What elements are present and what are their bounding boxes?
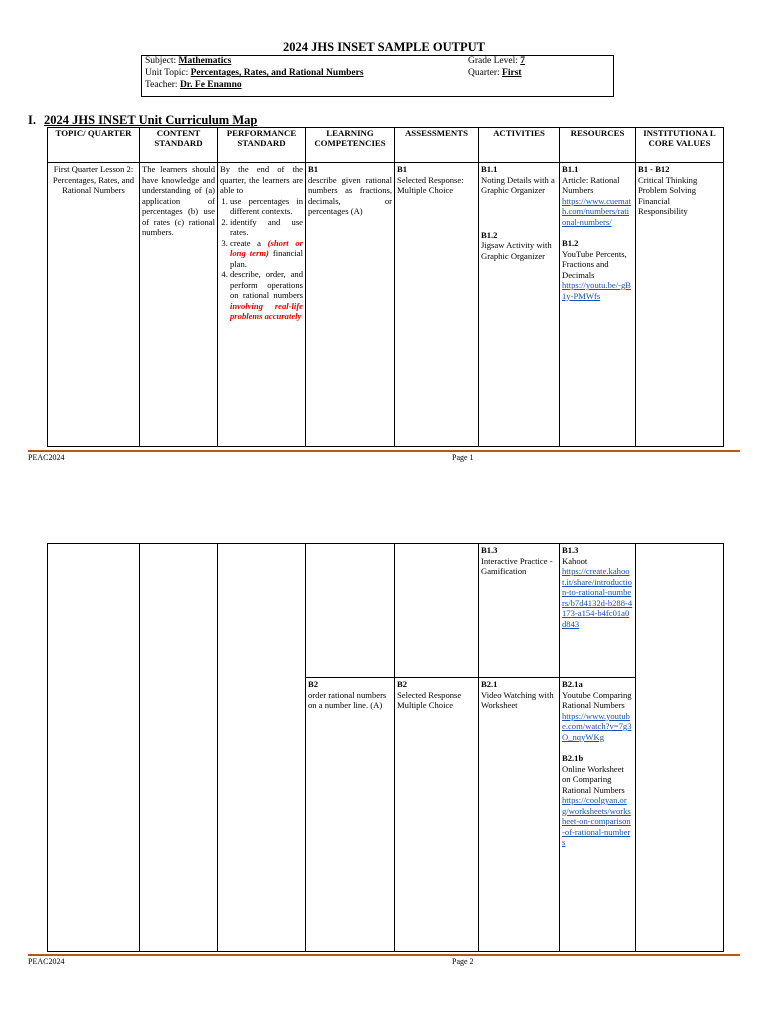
- link-youtube-comparing[interactable]: https://www.youtube.com/watch?v=7g3O_nqyWKg: [562, 710, 632, 742]
- cell-values-cont: [636, 544, 724, 952]
- footer-page-number-1: Page 1: [452, 453, 474, 462]
- grade-value: 7: [520, 56, 525, 66]
- header-activities: ACTIVITIES: [479, 128, 560, 163]
- header-topic: TOPIC/ QUARTER: [48, 128, 140, 163]
- curriculum-map-table-page1: [47, 127, 724, 447]
- cell-resources-b21: B2.1a Youtube Comparing Rational Numbers https://www.youtube.com/watch?v=7g3O_nqyWKg B2.1b Online Worksheet on Comparing Rational Numbers https://coolgyan.org/worksheets/worksheet-on-comparison-of-rational-numbers: [560, 678, 636, 952]
- quarter-value: First: [502, 68, 522, 78]
- cell-resources: B1.1 Article: Rational Numbers https://www.cuemath.com/numbers/rational-numbers/ B1.2 YouTube Percents, Fractions and Decimals https://youtu.be/-gB1y-PMWfs: [560, 163, 636, 447]
- cell-content: The learners should have knowledge and understanding of (a) application of percentages (b) use of rates (c) rational numbers.: [140, 163, 218, 447]
- link-cuemath[interactable]: https://www.cuemath.com/numbers/rational-numbers/: [562, 195, 631, 227]
- cell-learning-b2: B2 order rational numbers on a number line. (A): [306, 678, 395, 952]
- subject-line: Subject: Mathematics: [145, 56, 232, 66]
- cell-topic-cont: [48, 544, 140, 952]
- performance-list: 1. use percentages in different contexts. 2. identify and use rates. 3. create a (short or long term) financial plan. 4. describe, order, and perform operations on rational numbers involving real-life problems accurately: [220, 196, 303, 322]
- header-performance: PERFORMANCE STANDARD: [218, 128, 306, 163]
- link-kahoot[interactable]: https://create.kahoot.it/share/introduction-to-rational-numbers/b7d4132d-b288-4173-a154-b4fc01a0d843: [562, 566, 633, 629]
- link-coolgyan-worksheet[interactable]: https://coolgyan.org/worksheets/worksheet-on-comparison-of-rational-numbers: [562, 795, 631, 847]
- cell-assessments-cont: [395, 544, 479, 678]
- cell-resources-b13: B1.3 Kahoot https://create.kahoot.it/share/introduction-to-rational-numbers/b7d4132d-b288-4173-a154-b4fc01a0d843: [560, 544, 636, 678]
- cell-activities: B1.1 Noting Details with a Graphic Organizer B1.2 Jigsaw Activity with Graphic Organizer: [479, 163, 560, 447]
- grade-line: Grade Level: 7: [468, 56, 525, 66]
- header-resources: RESOURCES: [560, 128, 636, 163]
- header-learning: LEARNING COMPETENCIES: [306, 128, 395, 163]
- teacher-line: Teacher: Dr. Fe Enamno: [145, 80, 242, 90]
- teacher-value: Dr. Fe Enamno: [179, 80, 242, 90]
- cell-activities-b21: B2.1 Video Watching with Worksheet: [479, 678, 560, 952]
- footer-line-page1: [28, 450, 740, 452]
- footer-left-page1: PEAC2024: [28, 453, 65, 462]
- footer-line-page2: [28, 954, 740, 956]
- info-box: [141, 55, 614, 97]
- cell-topic: First Quarter Lesson 2: Percentages, Rates, and Rational Numbers: [48, 163, 140, 447]
- cell-activities-b13: B1.3 Interactive Practice - Gamification: [479, 544, 560, 678]
- topic-line: Unit Topic: Percentages, Rates, and Rational Numbers: [145, 68, 364, 78]
- cell-performance-cont: [218, 544, 306, 952]
- topic-value: Percentages, Rates, and Rational Numbers: [190, 68, 364, 78]
- link-youtube-percents[interactable]: https://youtu.be/-gB1y-PMWfs: [562, 280, 631, 301]
- cell-performance: By the end of the quarter, the learners are able to 1. use percentages in different contexts. 2. identify and use rates. 3. create a (short or long term) financial plan. 4. describe, order, and perform operations on rational numbers involving real-life problems accurately: [218, 163, 306, 447]
- document-title: 2024 JHS INSET SAMPLE OUTPUT: [283, 40, 485, 54]
- header-assessments: ASSESSMENTS: [395, 128, 479, 163]
- cell-assessments-b2: B2 Selected Response Multiple Choice: [395, 678, 479, 952]
- header-content: CONTENT STANDARD: [140, 128, 218, 163]
- cell-learning: B1 describe given rational numbers as fractions, decimals, or percentages (A): [306, 163, 395, 447]
- cell-learning-cont: [306, 544, 395, 678]
- section-title: I. 2024 JHS INSET Unit Curriculum Map: [28, 113, 258, 127]
- curriculum-map-table-page2: [47, 543, 724, 952]
- footer-page-number-2: Page 2: [452, 957, 474, 966]
- subject-value: Mathematics: [178, 56, 232, 66]
- header-values: INSTITUTIONA L CORE VALUES: [636, 128, 724, 163]
- cell-content-cont: [140, 544, 218, 952]
- footer-left-page2: PEAC2024: [28, 957, 65, 966]
- cell-values: B1 - B12 Critical Thinking Problem Solving Financial Responsibility: [636, 163, 724, 447]
- cell-assessments: B1 Selected Response: Multiple Choice: [395, 163, 479, 447]
- quarter-line: Quarter: First: [468, 68, 522, 78]
